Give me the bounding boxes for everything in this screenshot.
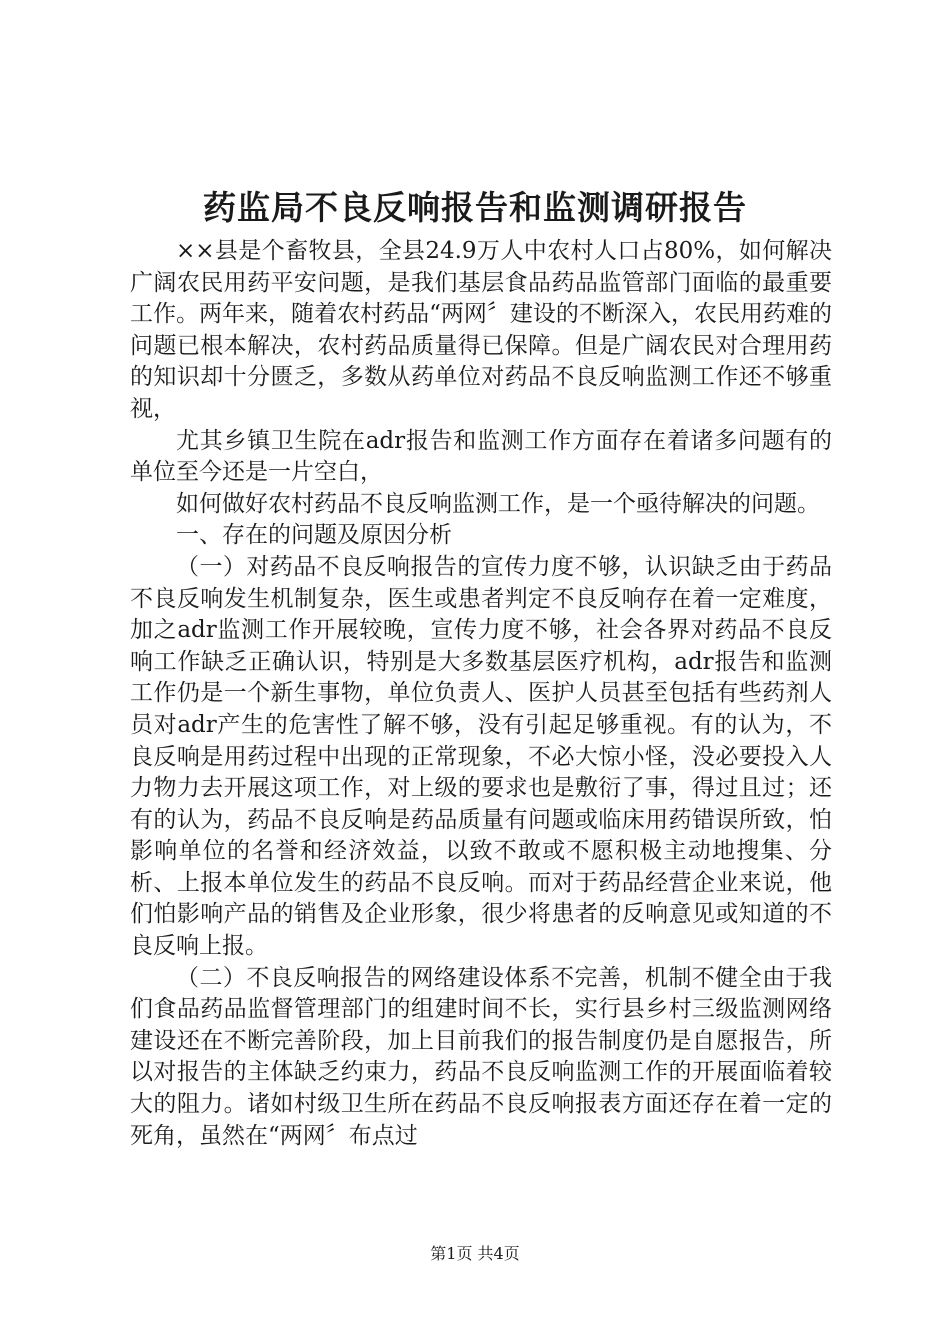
paragraph-township: 尤其乡镇卫生院在adr报告和监测工作方面存在着诸多问题有的单位至今还是一片空白， xyxy=(130,427,832,486)
paragraph-point-2: （二）不良反响报告的网络建设体系不完善，机制不健全由于我们食品药品监督管理部门的组建时间不长，实行县乡村三级监测网络建设还在不断完善阶段，加上目前我们的报告制度仍是自愿报告，所以对报告的主体缺乏约束力，药品不良反响监测工作的开展面临着较大的阻力。诸如村级卫生所在药品不良反响报表方面还存在着一定的死角，虽然在“两网〞布点过 xyxy=(130,964,832,1149)
document-body xyxy=(130,236,832,1152)
paragraph-point-1: （一）对药品不良反响报告的宣传力度不够，认识缺乏由于药品不良反响发生机制复杂，医生或患者判定不良反响存在着一定难度，加之adr监测工作开展较晚，宣传力度不够，社会各界对药品不良反响工作缺乏正确认识，特别是大多数基层医疗机构，adr报告和监测工作仍是一个新生事物，单位负责人、医护人员甚至包括有些药剂人员对adr产生的危害性了解不够，没有引起足够重视。有的认为，不良反响是用药过程中出现的正常现象，不必大惊小怪，没必要投入人力物力去开展这项工作，对上级的要求也是敷衍了事，得过且过；还有的认为，药品不良反响是药品质量有问题或临床用药错误所致，怕影响单位的名誉和经济效益，以致不敢或不愿积极主动地搜集、分析、上报本单位发生的药品不良反响。而对于药品经营企业来说，他们怕影响产品的销售及企业形象，很少将患者的反响意见或知道的不良反响上报。 xyxy=(130,553,832,960)
page-footer: 第1页 共4页 xyxy=(430,1244,520,1263)
paragraph-intro: ××县是个畜牧县，全县24.9万人中农村人口占80%，如何解决广阔农民用药平安问题，是我们基层食品药品监管部门面临的最重要工作。两年来，随着农村药品“两网〞建设的不断深入，农民用药难的问题已根本解决，农村药品质量得已保障。但是广阔农民对合理用药的知识却十分匮乏，多数从药单位对药品不良反响监测工作还不够重视， xyxy=(130,238,832,422)
document-title: 药监局不良反响报告和监测调研报告 xyxy=(203,188,747,227)
paragraph-question: 如何做好农村药品不良反响监测工作，是一个亟待解决的问题。 xyxy=(176,490,820,517)
section-heading: 一、存在的问题及原因分析 xyxy=(176,522,452,549)
